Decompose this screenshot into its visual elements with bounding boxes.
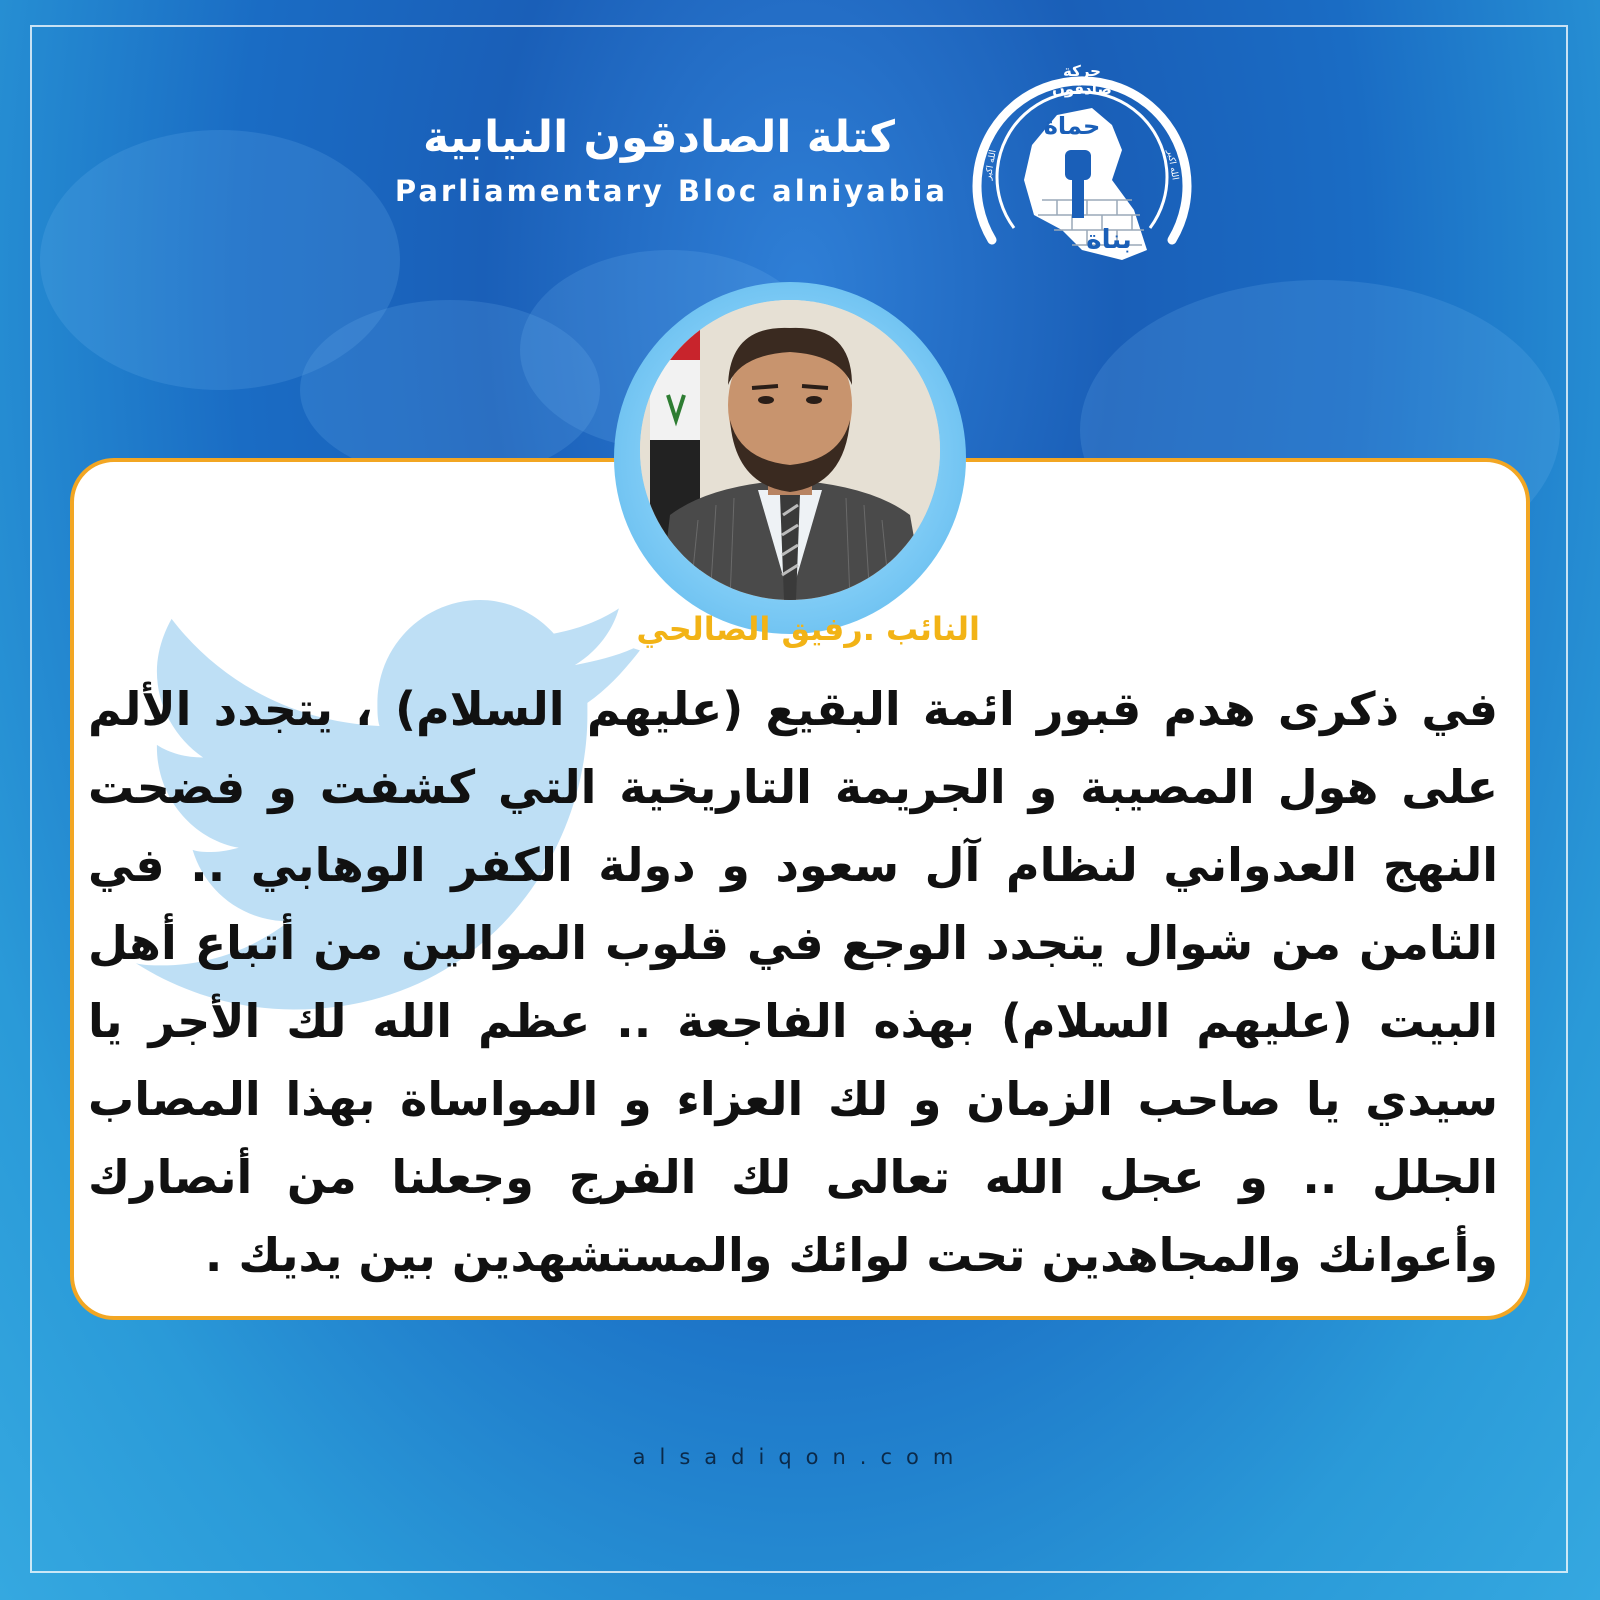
logo-side-text-left: الله اكبر (983, 149, 999, 181)
logo-top-text: حركة صادقون (1052, 62, 1112, 98)
bloc-title-arabic: كتلة الصادقون النيابية (422, 112, 895, 163)
website-link[interactable]: alsadiqon.com (632, 1445, 968, 1469)
logo-side-text-right: الله اكبر (1164, 149, 1180, 181)
statement-text: في ذكرى هدم قبور ائمة البقيع (عليهم السلام) ، يتجدد الألم على هول المصيبة و الجريمة التاريخية التي كشفت و فضحت النهج العدواني لنظام آل سعود و دولة الكفر الوهابي .. في الثامن من شوال يتجدد الوجع في قلوب الموالين من أتباع أهل البيت (عليهم السلام) بهذه الفاجعة .. عظم الله لك الأجر يا سيدي يا صاحب الزمان و لك العزاء و المواساة بهذا المصاب الجلل .. و عجل الله تعالى لك الفرج وجعلنا من أنصارك وأعوانك والمجاهدين تحت لوائك والمستشهدين بين يديك . (88, 682, 1498, 1282)
logo-word-top: حماة (1043, 112, 1101, 140)
speaker-portrait (640, 300, 940, 600)
bloc-title-english: Parliamentary Bloc alniyabia (394, 174, 948, 208)
logo-word-bottom: بناة (1086, 225, 1132, 255)
speaker-name: النائب .رفيق الصالحي (636, 610, 980, 648)
iraq-map-fist-logo (962, 50, 1202, 290)
